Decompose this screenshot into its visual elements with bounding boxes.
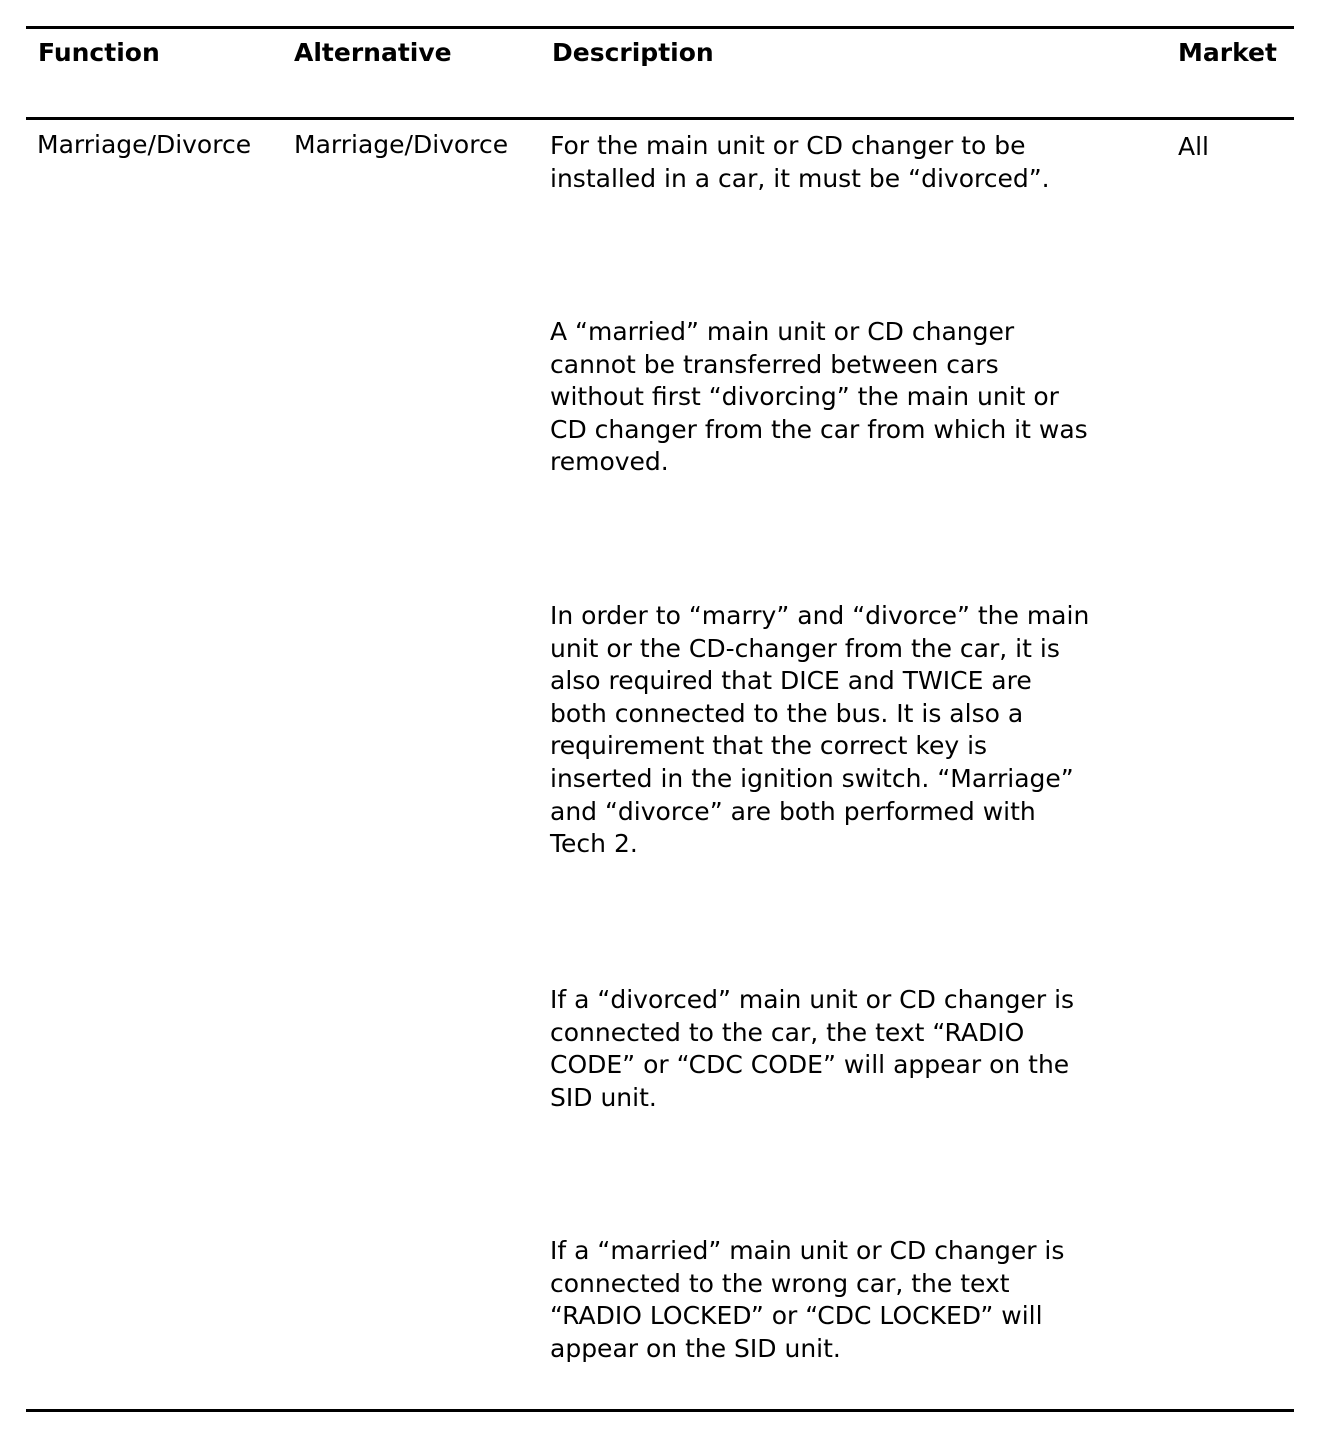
description-line: connected to the wrong car, the text xyxy=(550,1268,1010,1298)
description-line: A “married” main unit or CD changer xyxy=(550,317,1015,346)
header-alternative: Alternative xyxy=(294,38,452,67)
description-line: also required that DICE and TWICE are xyxy=(550,666,1032,696)
description-line: SID unit. xyxy=(550,1082,657,1112)
description-paragraph-4 xyxy=(550,984,1170,1114)
description-line: connected to the car, the text “RADIO xyxy=(550,1017,1025,1047)
table-bottom-rule xyxy=(26,1409,1294,1412)
description-paragraph-1 xyxy=(550,130,1170,195)
description-line: appear on the SID unit. xyxy=(550,1333,841,1363)
description-line: CD changer from the car from which it was xyxy=(550,414,1088,444)
header-separator-rule xyxy=(26,117,1294,120)
description-line: installed in a car, it must be “divorced”. xyxy=(550,163,1050,193)
description-line: If a “married” main unit or CD changer is xyxy=(550,1236,1065,1265)
description-line: inserted in the ignition switch. “Marriage” xyxy=(550,763,1074,793)
cell-market: All xyxy=(1178,132,1209,161)
header-function: Function xyxy=(38,38,160,67)
description-line: without first “divorcing” the main unit or xyxy=(550,382,1059,412)
cell-alternative: Marriage/Divorce xyxy=(294,130,509,159)
description-line: “RADIO LOCKED” or “CDC LOCKED” will xyxy=(550,1301,1043,1331)
description-paragraph-3 xyxy=(550,600,1170,861)
cell-function: Marriage/Divorce xyxy=(37,130,252,159)
description-line: CODE” or “CDC CODE” will appear on the xyxy=(550,1050,1070,1080)
description-line: unit or the CD-changer from the car, it is xyxy=(550,633,1060,663)
description-line: removed. xyxy=(550,447,669,477)
header-market: Market xyxy=(1178,38,1277,67)
header-description: Description xyxy=(552,38,714,67)
description-line: cannot be transferred between cars xyxy=(550,349,999,379)
table-top-rule xyxy=(26,26,1294,29)
description-line: For the main unit or CD changer to be xyxy=(550,131,1026,160)
description-line: If a “divorced” main unit or CD changer is xyxy=(550,985,1075,1014)
description-paragraph-2 xyxy=(550,316,1170,479)
description-line: Tech 2. xyxy=(550,829,638,859)
description-line: In order to “marry” and “divorce” the main xyxy=(550,601,1090,630)
description-line: requirement that the correct key is xyxy=(550,731,988,761)
description-line: both connected to the bus. It is also a xyxy=(550,698,1024,728)
description-line: and “divorce” are both performed with xyxy=(550,796,1036,826)
description-paragraph-5 xyxy=(550,1235,1170,1365)
